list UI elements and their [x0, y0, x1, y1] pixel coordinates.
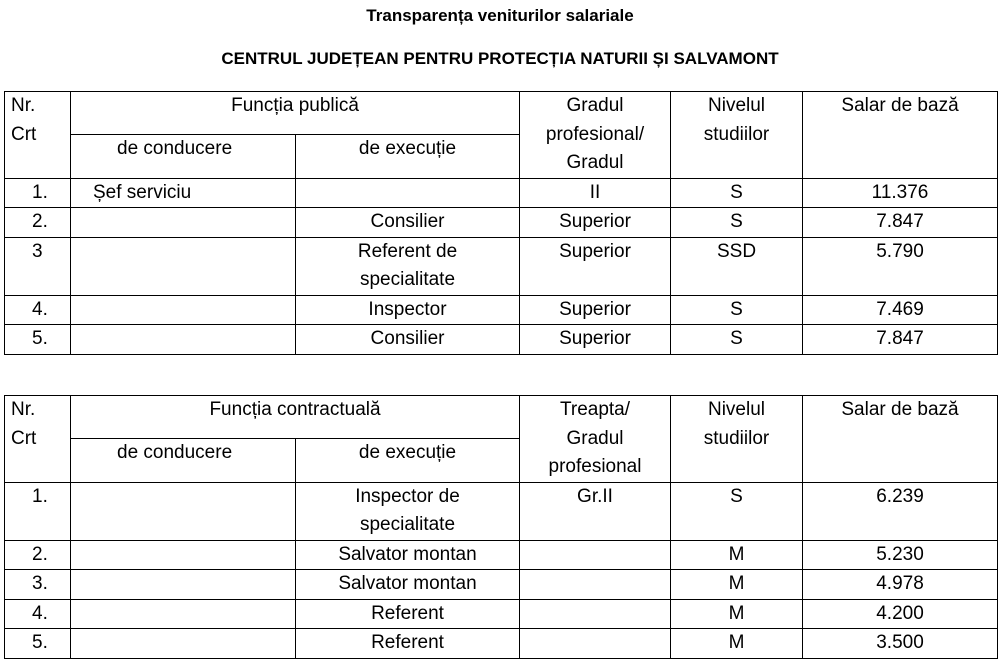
contractual-function-table	[4, 395, 998, 659]
cell-nr: 3	[5, 237, 71, 295]
cell-studii: S	[671, 295, 803, 325]
cell-studii: S	[671, 482, 803, 540]
page-title: Transparența veniturilor salariale	[366, 6, 634, 25]
cell-salar: 6.239	[803, 482, 998, 540]
cell-salar: 5.790	[803, 237, 998, 295]
table-row	[5, 325, 998, 355]
cell-executie	[296, 178, 520, 208]
cell-conducere	[71, 570, 296, 600]
cell-nr: 5.	[5, 629, 71, 659]
table-row	[5, 208, 998, 238]
cell-executie: Salvator montan	[296, 570, 520, 600]
cell-studii: M	[671, 570, 803, 600]
cell-executie: Consilier	[296, 208, 520, 238]
table-row	[5, 178, 998, 208]
header-functia-contractuala: Funcția contractuală	[71, 396, 520, 439]
cell-studii: SSD	[671, 237, 803, 295]
cell-nr: 2.	[5, 540, 71, 570]
table-row	[5, 599, 998, 629]
cell-conducere	[71, 325, 296, 355]
cell-conducere	[71, 295, 296, 325]
public-function-table	[4, 91, 998, 355]
cell-grad: Gr.II	[520, 482, 671, 540]
table-row	[5, 570, 998, 600]
cell-grad	[520, 599, 671, 629]
cell-salar: 7.847	[803, 208, 998, 238]
institution-title: CENTRUL JUDEȚEAN PENTRU PROTECȚIA NATURII ȘI SALVAMONT	[221, 49, 779, 68]
header-nivelul-studiilor: Nivelul studiilor	[671, 92, 803, 179]
cell-studii: M	[671, 599, 803, 629]
cell-executie: Inspector	[296, 295, 520, 325]
header-nr-crt: Nr. Crt	[5, 396, 71, 483]
cell-nr: 4.	[5, 599, 71, 629]
cell-grad	[520, 540, 671, 570]
cell-executie: Referent	[296, 599, 520, 629]
cell-salar: 4.200	[803, 599, 998, 629]
cell-salar: 11.376	[803, 178, 998, 208]
cell-nr: 4.	[5, 295, 71, 325]
cell-nr: 2.	[5, 208, 71, 238]
cell-conducere	[71, 629, 296, 659]
cell-nr: 5.	[5, 325, 71, 355]
cell-salar: 7.469	[803, 295, 998, 325]
header-de-executie: de execuție	[296, 134, 520, 178]
cell-grad: Superior	[520, 208, 671, 238]
cell-grad	[520, 629, 671, 659]
table-row	[5, 295, 998, 325]
cell-conducere	[71, 482, 296, 540]
header-de-conducere: de conducere	[71, 438, 296, 482]
cell-studii: S	[671, 325, 803, 355]
header-de-executie: de execuție	[296, 438, 520, 482]
cell-salar: 7.847	[803, 325, 998, 355]
header-de-conducere: de conducere	[71, 134, 296, 178]
cell-nr: 3.	[5, 570, 71, 600]
cell-conducere: Șef serviciu	[71, 178, 296, 208]
cell-salar: 3.500	[803, 629, 998, 659]
table-row	[5, 540, 998, 570]
header-gradul: Gradul profesional/ Gradul	[520, 92, 671, 179]
cell-grad: Superior	[520, 295, 671, 325]
cell-executie: Inspector de specialitate	[296, 482, 520, 540]
header-treapta: Treapta/ Gradul profesional	[520, 396, 671, 483]
cell-nr: 1.	[5, 178, 71, 208]
cell-executie: Salvator montan	[296, 540, 520, 570]
cell-grad: II	[520, 178, 671, 208]
cell-studii: S	[671, 178, 803, 208]
header-salar-de-baza: Salar de bază	[803, 92, 998, 179]
cell-salar: 5.230	[803, 540, 998, 570]
cell-executie: Consilier	[296, 325, 520, 355]
cell-conducere	[71, 208, 296, 238]
table-row	[5, 482, 998, 540]
table-row	[5, 629, 998, 659]
cell-conducere	[71, 540, 296, 570]
header-nr-crt: Nr. Crt	[5, 92, 71, 179]
cell-studii: M	[671, 540, 803, 570]
header-salar-de-baza: Salar de bază	[803, 396, 998, 483]
cell-nr: 1.	[5, 482, 71, 540]
cell-salar: 4.978	[803, 570, 998, 600]
cell-executie: Referent de specialitate	[296, 237, 520, 295]
cell-conducere	[71, 599, 296, 629]
cell-studii: M	[671, 629, 803, 659]
cell-grad	[520, 570, 671, 600]
cell-executie: Referent	[296, 629, 520, 659]
cell-conducere	[71, 237, 296, 295]
header-nivelul-studiilor: Nivelul studiilor	[671, 396, 803, 483]
cell-grad: Superior	[520, 237, 671, 295]
table-row	[5, 237, 998, 295]
cell-studii: S	[671, 208, 803, 238]
header-functia-publica: Funcția publică	[71, 92, 520, 135]
cell-grad: Superior	[520, 325, 671, 355]
